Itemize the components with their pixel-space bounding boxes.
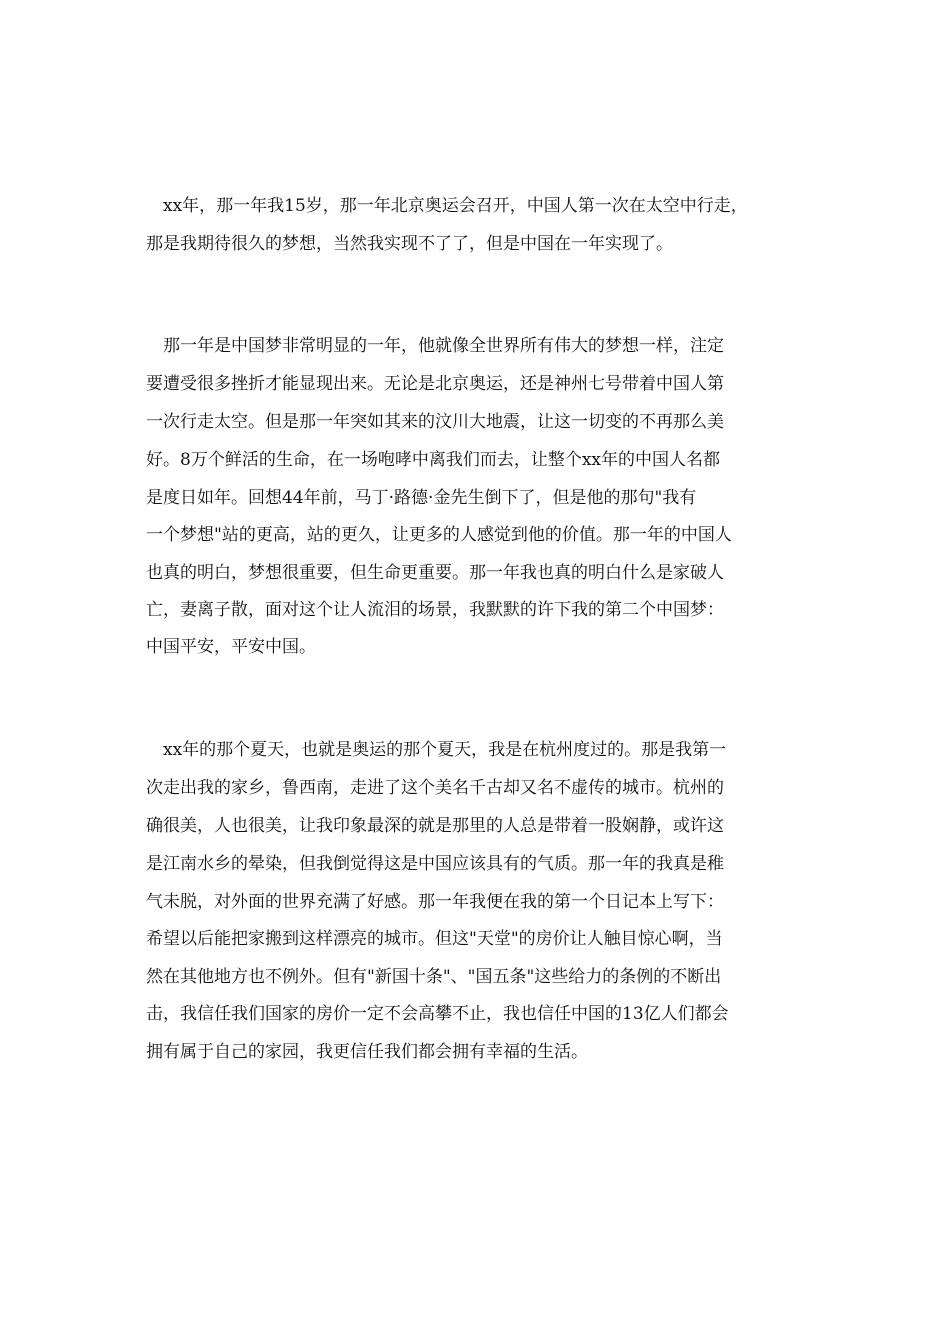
paragraph-3-line-4: 是江南水乡的晕染，但我倒觉得这是中国应该具有的气质。那一年的我真是稚 (146, 854, 724, 874)
paragraph-2-line-8: 亡，妻离子散，面对这个让人流泪的场景，我默默的许下我的第二个中国梦： (146, 600, 724, 620)
paragraph-1-line-1: xx年，那一年我15岁，那一年北京奥运会召开，中国人第一次在太空中行走， (163, 196, 748, 216)
paragraph-1-line-2: 那是我期待很久的梦想，当然我实现不了了，但是中国在一年实现了。 (146, 234, 673, 254)
paragraph-3-line-2: 次走出我的家乡，鲁西南，走进了这个美名千古却又名不虚传的城市。杭州的 (146, 778, 724, 798)
paragraph-3-line-1: xx年的那个夏天，也就是奥运的那个夏天，我是在杭州度过的。那是我第一 (163, 740, 727, 760)
paragraph-3-line-6: 希望以后能把家搬到这样漂亮的城市。但这"天堂"的房价让人触目惊心啊，当 (146, 929, 723, 949)
paragraph-2-line-6: 一个梦想"站的更高，站的更久，让更多的人感觉到他的价值。那一年的中国人 (146, 525, 732, 545)
paragraph-2-line-4: 好。8万个鲜活的生命，在一场咆哮中离我们而去，让整个xx年的中国人名都 (146, 450, 720, 470)
paragraph-3-line-5: 气未脱，对外面的世界充满了好感。那一年我便在我的第一个日记本上写下： (146, 892, 724, 912)
paragraph-2-line-9: 中国平安，平安中国。 (146, 637, 316, 657)
paragraph-3-line-9: 拥有属于自己的家园，我更信任我们都会拥有幸福的生活。 (146, 1042, 588, 1062)
paragraph-3-line-8: 击，我信任我们国家的房价一定不会高攀不止，我也信任中国的13亿人们都会 (146, 1004, 729, 1024)
paragraph-2-line-2: 要遭受很多挫折才能显现出来。无论是北京奥运，还是神州七号带着中国人第 (146, 374, 724, 394)
paragraph-2-line-5: 是度日如年。回想44年前，马丁·路德·金先生倒下了，但是他的那句"我有 (146, 488, 697, 508)
paragraph-2-line-3: 一次行走太空。但是那一年突如其来的汶川大地震，让这一切变的不再那么美 (146, 412, 724, 432)
paragraph-2-line-7: 也真的明白，梦想很重要，但生命更重要。那一年我也真的明白什么是家破人 (146, 563, 724, 583)
paragraph-3-line-7: 然在其他地方也不例外。但有"新国十条"、"国五条"这些给力的条例的不断出 (146, 967, 722, 987)
paragraph-2-line-1: 那一年是中国梦非常明显的一年，他就像全世界所有伟大的梦想一样，注定 (163, 336, 724, 356)
paragraph-3-line-3: 确很美，人也很美，让我印象最深的就是那里的人总是带着一股娴静，或许这 (146, 816, 724, 836)
